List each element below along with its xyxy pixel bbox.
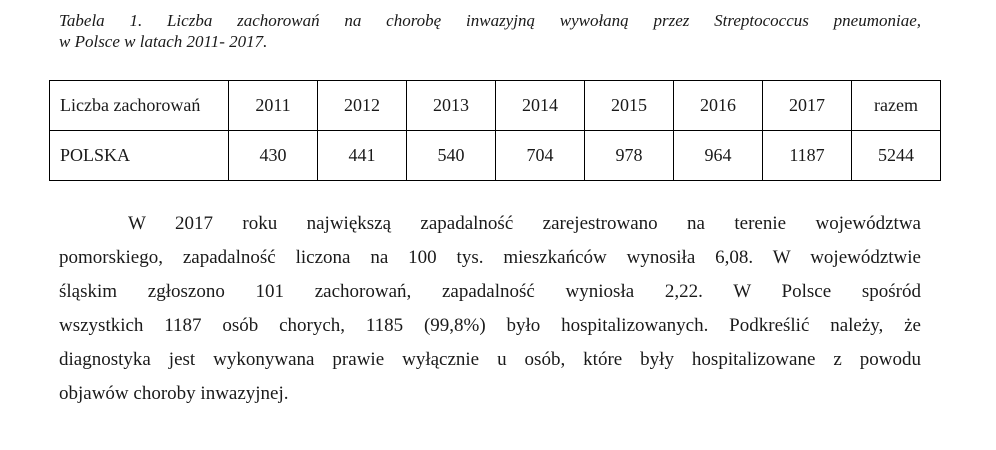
cell-2015: 978 [585,131,674,181]
header-cell-2011: 2011 [229,81,318,131]
paragraph-line-6: objawów choroby inwazyjnej. [59,383,289,404]
paragraph-line-5: diagnostyka jest wykonywana prawie wyłącznie u osób, które były hospitalizowane z powodu [59,349,921,370]
header-cell-label: Liczba zachorowań [50,81,229,131]
table-caption-line-2: w Polsce w latach 2011- 2017. [59,32,268,51]
cell-2017: 1187 [763,131,852,181]
table-row [50,131,941,181]
table-header-row [50,81,941,131]
cell-2016: 964 [674,131,763,181]
header-cell-2014: 2014 [496,81,585,131]
cell-2014: 704 [496,131,585,181]
header-cell-2017: 2017 [763,81,852,131]
header-cell-2015: 2015 [585,81,674,131]
paragraph-line-4: wszystkich 1187 osób chorych, 1185 (99,8%) było hospitalizowanych. Podkreślić należy, że [59,315,921,336]
header-cell-2012: 2012 [318,81,407,131]
table-caption-line-1: Tabela 1. Liczba zachorowań na chorobę inwazyjną wywołaną przez Streptococcus pneumoniae, [59,11,921,30]
header-cell-2016: 2016 [674,81,763,131]
row-label: POLSKA [50,131,229,181]
paragraph-line-3: śląskim zgłoszono 101 zachorowań, zapadalność wyniosła 2,22. W Polsce spośród [59,281,921,302]
paragraph-line-2: pomorskiego, zapadalność liczona na 100 tys. mieszkańców wynosiła 6,08. W województwie [59,247,921,268]
paragraph-line-1: W 2017 roku największą zapadalność zarejestrowano na terenie województwa [128,213,921,234]
header-cell-total: razem [852,81,941,131]
header-cell-2013: 2013 [407,81,496,131]
cell-2011: 430 [229,131,318,181]
cell-2012: 441 [318,131,407,181]
incidence-table [49,80,941,181]
cell-2013: 540 [407,131,496,181]
cell-total: 5244 [852,131,941,181]
